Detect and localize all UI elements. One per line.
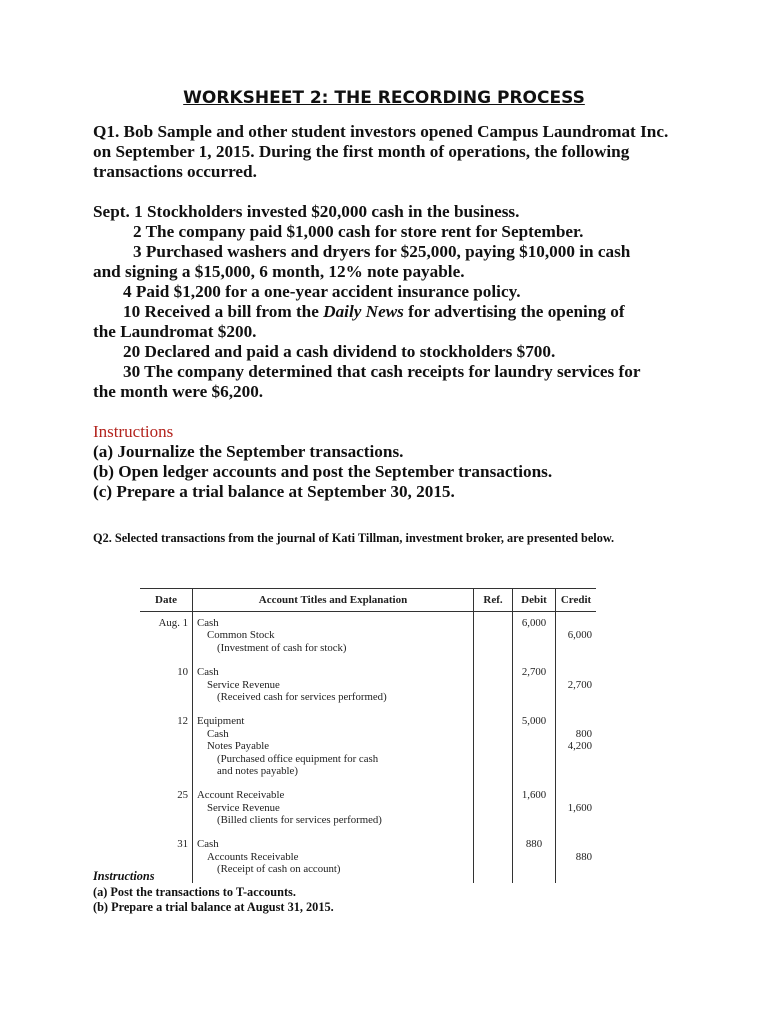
- entry-debit-amount: 1,600: [521, 789, 547, 802]
- header-debit: Debit: [513, 589, 556, 612]
- journal-body: [140, 612, 596, 883]
- journal-entry: [140, 710, 596, 784]
- entry-debit-amount: 6,000: [521, 617, 547, 629]
- entry-debit-amount: [517, 814, 551, 826]
- entry-date-text: 10: [177, 666, 188, 679]
- entry-credit-amount: 1,600: [567, 801, 592, 814]
- journal-entry: [140, 612, 596, 662]
- journal-entry: [140, 784, 596, 833]
- q2-intro: Q2. Selected transactions from the journal of Kati Tillman, investment broker, are presented below.: [93, 531, 615, 545]
- entry-credits: [556, 710, 597, 784]
- q1-transaction-sept3: 3 Purchased washers and dryers for $25,000, paying $10,000 in cash: [133, 242, 631, 261]
- q1-instructions-heading: Instructions: [93, 422, 174, 441]
- header-ref: Ref.: [474, 589, 513, 612]
- entry-debit-amount: 2,700: [521, 666, 547, 679]
- q1-transaction-sept30: 30 The company determined that cash receipts for laundry services for: [123, 362, 641, 381]
- header-date: Date: [140, 589, 193, 612]
- entry-credit-amount: [560, 642, 592, 654]
- journal-header-row: [140, 589, 596, 612]
- entry-date: [140, 784, 193, 833]
- entry-debit-amount: [517, 679, 551, 691]
- entry-credit-amount: 6,000: [567, 629, 592, 642]
- q2-instructions-heading: Instructions: [93, 869, 155, 883]
- worksheet-title: WORKSHEET 2: THE RECORDING PROCESS: [183, 88, 585, 108]
- entry-date-text: 25: [177, 789, 188, 802]
- q1-instruction-a: (a) Journalize the September transactions.: [93, 442, 404, 461]
- q1-transaction-sept4: 4 Paid $1,200 for a one-year accident insurance policy.: [123, 282, 521, 301]
- entry-credit-amount: [560, 765, 592, 777]
- entry-ref: [474, 661, 513, 710]
- entry-date-text: Aug. 1: [158, 617, 188, 629]
- q1-instruction-c: (c) Prepare a trial balance at September 30, 2015.: [93, 482, 455, 501]
- question-1: [93, 122, 683, 502]
- entry-debit-amount: [517, 642, 551, 654]
- entry-account-title: Service Revenue: [207, 801, 280, 814]
- entry-credits: [556, 661, 597, 710]
- entry-credit-amount: [560, 789, 592, 801]
- entry-debit-amount: [517, 753, 551, 765]
- entry-ref: [474, 784, 513, 833]
- entry-accounts: [193, 612, 474, 662]
- entry-account-title: Equipment: [197, 715, 245, 728]
- entry-accounts: [193, 784, 474, 833]
- entry-accounts: [193, 661, 474, 710]
- entry-date: [140, 661, 193, 710]
- entry-account-title: Common Stock: [207, 629, 275, 642]
- q1-transaction-sept1: Sept. 1 Stockholders invested $20,000 cash in the business.: [93, 202, 520, 221]
- entry-date-text: 31: [177, 838, 188, 851]
- entry-credit-amount: [560, 617, 592, 629]
- entry-credit-amount: 4,200: [567, 740, 592, 753]
- entry-credit-amount: 800: [575, 727, 592, 740]
- entry-explanation: (Investment of cash for stock): [217, 641, 347, 654]
- entry-account-title: Notes Payable: [207, 740, 270, 753]
- entry-debits: [513, 661, 556, 710]
- entry-credits: [556, 784, 597, 833]
- entry-explanation: and notes payable): [217, 764, 298, 777]
- entry-date: [140, 612, 193, 662]
- journal-entry: [140, 661, 596, 710]
- entry-credits: [556, 612, 597, 662]
- entry-credit-amount: [560, 666, 592, 678]
- header-account: Account Titles and Explanation: [193, 589, 474, 612]
- q1-instruction-b: (b) Open ledger accounts and post the September transactions.: [93, 462, 553, 481]
- header-credit: Credit: [556, 589, 597, 612]
- entry-debits: [513, 710, 556, 784]
- entry-ref: [474, 710, 513, 784]
- entry-explanation: (Receipt of cash on account): [217, 863, 341, 876]
- q1-transaction-sept10: [93, 302, 683, 322]
- entry-credit-amount: [560, 838, 592, 850]
- entry-debit-amount: [517, 765, 551, 777]
- entry-debit-amount: [517, 851, 551, 863]
- entry-ref: [474, 612, 513, 662]
- entry-account-title: Cash: [197, 666, 219, 679]
- entry-debit-amount: [517, 728, 551, 740]
- entry-account-title: Cash: [207, 727, 229, 740]
- entry-credit-amount: 880: [575, 850, 592, 863]
- entry-debits: [513, 784, 556, 833]
- q2-instruction-b: (b) Prepare a trial balance at August 31, 2015.: [93, 900, 334, 914]
- entry-account-title: Account Receivable: [197, 789, 285, 802]
- entry-account-title: Accounts Receivable: [207, 850, 299, 863]
- entry-credit-amount: [560, 814, 592, 826]
- entry-credit-amount: [560, 691, 592, 703]
- entry-accounts: [193, 710, 474, 784]
- entry-credit-amount: [560, 753, 592, 765]
- entry-date: [140, 710, 193, 784]
- entry-account-title: Cash: [197, 617, 219, 629]
- q2-instruction-a: (a) Post the transactions to T-accounts.: [93, 884, 296, 899]
- entry-date-text: 12: [177, 715, 188, 728]
- entry-explanation: (Purchased office equipment for cash: [217, 752, 379, 765]
- entry-debit-amount: [517, 691, 551, 703]
- q1-t10-italic: Daily News: [323, 302, 404, 321]
- q1-transaction-sept3-cont: and signing a $15,000, 6 month, 12% note payable.: [93, 262, 465, 281]
- entry-debit-amount: [517, 802, 551, 814]
- q1-t10-pre: 10 Received a bill from the: [123, 302, 324, 321]
- question-2-instructions: [93, 869, 673, 916]
- entry-explanation: (Billed clients for services performed): [217, 814, 382, 827]
- q1-intro: Q1. Bob Sample and other student investors opened Campus Laundromat Inc. on September 1, 2015. During the first month of operations, the following transactions occurred.: [93, 122, 669, 181]
- q1-transaction-sept30-cont: the month were $6,200.: [93, 382, 264, 401]
- entry-account-title: Service Revenue: [207, 678, 280, 691]
- entry-debit-amount: [517, 740, 551, 752]
- entry-debit-amount: [517, 629, 551, 641]
- entry-debit-amount: 5,000: [521, 715, 547, 728]
- entry-credit-amount: [560, 715, 592, 727]
- entry-debits: [513, 612, 556, 662]
- q1-transaction-sept10-cont: the Laundromat $200.: [93, 322, 257, 341]
- q1-t10-post: for advertising the opening of: [403, 302, 625, 321]
- journal-table: [140, 588, 596, 883]
- q1-transaction-sept20: 20 Declared and paid a cash dividend to stockholders $700.: [123, 342, 556, 361]
- entry-explanation: (Received cash for services performed): [217, 690, 387, 703]
- entry-debit-amount: 880: [525, 838, 543, 851]
- q1-transaction-sept2: 2 The company paid $1,000 cash for store rent for September.: [133, 222, 584, 241]
- entry-account-title: Cash: [197, 838, 219, 851]
- entry-credit-amount: 2,700: [567, 678, 592, 691]
